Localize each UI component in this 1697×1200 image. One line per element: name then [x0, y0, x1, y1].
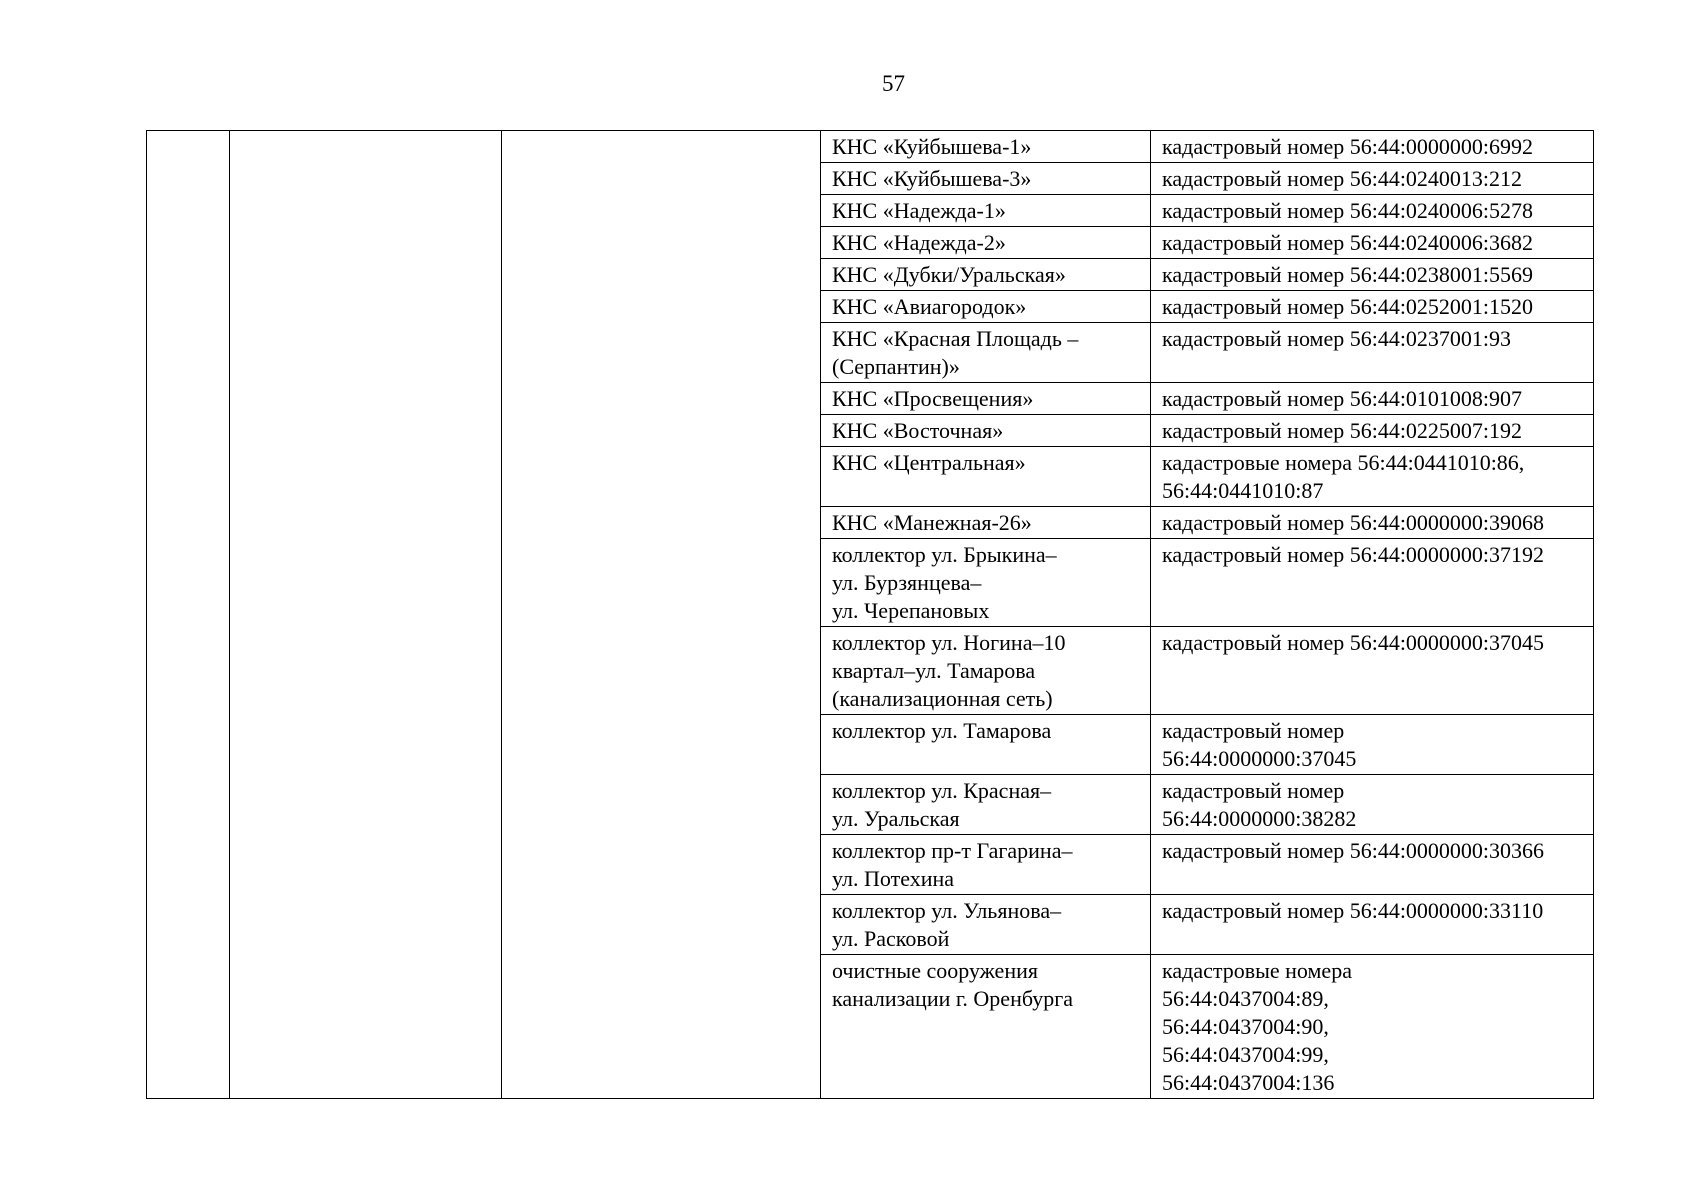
cadastral-number-cell: кадастровый номер 56:44:0000000:6992 [1151, 131, 1594, 163]
cadastral-number-cell: кадастровый номер 56:44:0101008:907 [1151, 383, 1594, 415]
cadastral-number-cell: кадастровый номер 56:44:0240006:3682 [1151, 227, 1594, 259]
cadastral-number-cell: кадастровый номер 56:44:0000000:37045 [1151, 715, 1594, 775]
table-body [147, 131, 1594, 1099]
cadastral-number-cell: кадастровый номер 56:44:0252001:1520 [1151, 291, 1594, 323]
facility-name-cell: КНС «Авиагородок» [821, 291, 1151, 323]
cadastral-number-cell: кадастровые номера 56:44:0437004:89, 56:44:0437004:90, 56:44:0437004:99, 56:44:0437004:136 [1151, 955, 1594, 1099]
number-column-cell [147, 131, 230, 1099]
facility-name-cell: коллектор ул. Тамарова [821, 715, 1151, 775]
facility-name-cell: КНС «Центральная» [821, 447, 1151, 507]
cadastral-number-cell: кадастровый номер 56:44:0225007:192 [1151, 415, 1594, 447]
document-table [146, 130, 1594, 1099]
facility-name-cell: КНС «Восточная» [821, 415, 1151, 447]
facility-name-cell: коллектор ул. Ульянова– ул. Расковой [821, 895, 1151, 955]
page-number: 57 [882, 71, 905, 96]
cadastral-number-cell: кадастровый номер 56:44:0000000:38282 [1151, 775, 1594, 835]
cadastral-number-cell: кадастровый номер 56:44:0000000:37045 [1151, 627, 1594, 715]
cadastral-number-cell: кадастровый номер 56:44:0238001:5569 [1151, 259, 1594, 291]
facility-name-cell: КНС «Просвещения» [821, 383, 1151, 415]
cadastral-number-cell: кадастровый номер 56:44:0000000:39068 [1151, 507, 1594, 539]
facility-name-cell: КНС «Красная Площадь – (Серпантин)» [821, 323, 1151, 383]
cadastral-number-cell: кадастровый номер 56:44:0240013:212 [1151, 163, 1594, 195]
facility-name-cell: КНС «Дубки/Уральская» [821, 259, 1151, 291]
facility-name-cell: очистные сооружения канализации г. Оренбурга [821, 955, 1151, 1099]
facility-name-cell: КНС «Куйбышева-1» [821, 131, 1151, 163]
facility-name-cell: коллектор пр-т Гагарина– ул. Потехина [821, 835, 1151, 895]
table-row [147, 131, 1594, 163]
facility-name-cell: КНС «Надежда-2» [821, 227, 1151, 259]
facility-name-cell: коллектор ул. Брыкина– ул. Бурзянцева– ул. Черепановых [821, 539, 1151, 627]
cadastral-number-cell: кадастровый номер 56:44:0000000:37192 [1151, 539, 1594, 627]
facility-name-cell: коллектор ул. Красная– ул. Уральская [821, 775, 1151, 835]
cadastral-number-cell: кадастровые номера 56:44:0441010:86, 56:44:0441010:87 [1151, 447, 1594, 507]
description-column-cell [502, 131, 821, 1099]
cadastral-number-cell: кадастровый номер 56:44:0240006:5278 [1151, 195, 1594, 227]
category-column-cell [230, 131, 502, 1099]
facility-name-cell: КНС «Куйбышева-3» [821, 163, 1151, 195]
cadastral-number-cell: кадастровый номер 56:44:0237001:93 [1151, 323, 1594, 383]
cadastral-number-cell: кадастровый номер 56:44:0000000:30366 [1151, 835, 1594, 895]
facility-name-cell: КНС «Надежда-1» [821, 195, 1151, 227]
facility-name-cell: коллектор ул. Ногина–10 квартал–ул. Тамарова (канализационная сеть) [821, 627, 1151, 715]
cadastral-number-cell: кадастровый номер 56:44:0000000:33110 [1151, 895, 1594, 955]
facility-name-cell: КНС «Манежная-26» [821, 507, 1151, 539]
